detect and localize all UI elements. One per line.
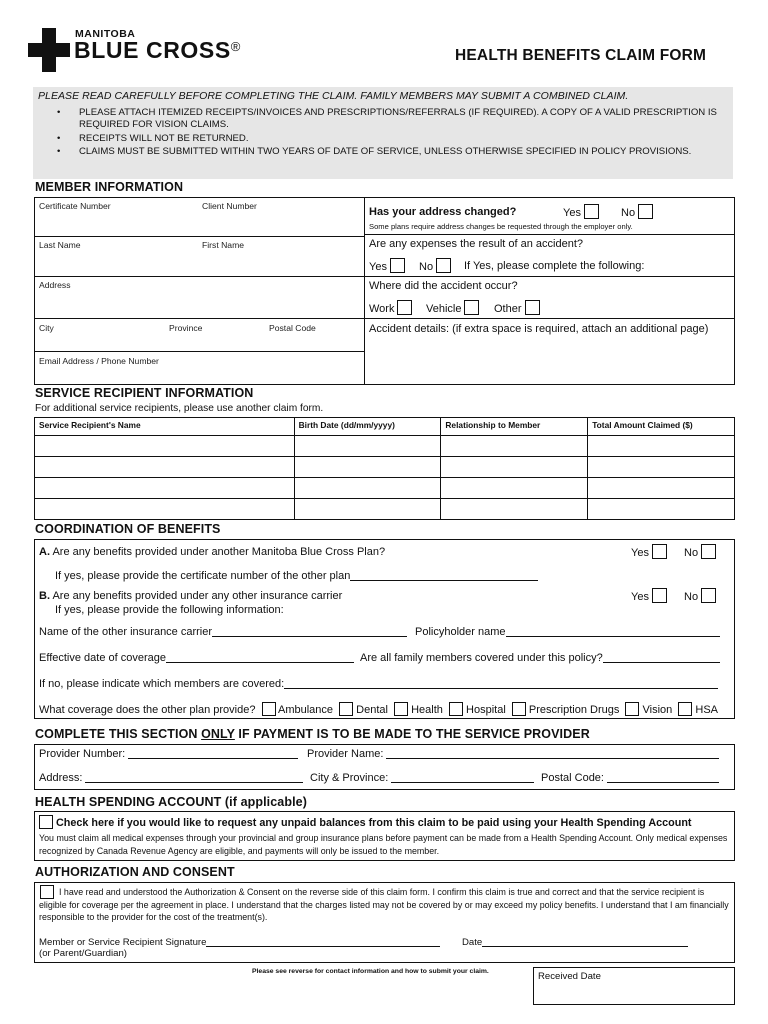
coverage-hospital-label: Hospital	[466, 704, 506, 716]
accident-question: Are any expenses the result of an accident?	[369, 238, 584, 250]
cob-a-followup[interactable]: If yes, please provide the certificate number of the other plan	[55, 569, 538, 582]
cob-b-no-checkbox[interactable]	[701, 588, 716, 603]
coverage-hsa-label: HSA	[695, 704, 719, 716]
address-changed-yes-checkbox[interactable]	[584, 204, 599, 219]
coverage-prescription-checkbox[interactable]	[512, 702, 526, 716]
accident-yes[interactable]: Yes	[369, 258, 405, 273]
certificate-number-field[interactable]: Certificate Number	[39, 201, 111, 211]
cob-b-yes[interactable]: Yes	[631, 588, 667, 603]
policyholder-name-field[interactable]: Policyholder name	[415, 625, 720, 638]
accident-work[interactable]: Work	[369, 300, 412, 315]
coverage-health-label: Health	[411, 704, 443, 716]
table-row[interactable]	[35, 499, 735, 520]
blue-cross-logo-icon	[28, 28, 70, 72]
coverage-prescription-label: Prescription Drugs	[528, 704, 620, 716]
notice-bullet: • RECEIPTS WILL NOT BE RETURNED.	[57, 132, 249, 144]
date-field[interactable]: Date	[462, 935, 688, 948]
address-changed-question: Has your address changed?	[369, 206, 517, 218]
recipient-section-title: SERVICE RECIPIENT INFORMATION	[35, 386, 254, 400]
coverage-dental-checkbox[interactable]	[339, 702, 353, 716]
hsa-checkbox[interactable]	[39, 815, 53, 829]
all-family-covered-field[interactable]: Are all family members covered under this policy?	[360, 651, 720, 664]
address-field[interactable]: Address	[39, 280, 71, 290]
members-covered-field[interactable]: If no, please indicate which members are covered:	[39, 677, 718, 690]
provider-name-field[interactable]: Provider Name:	[307, 747, 719, 760]
coverage-question: What coverage does the other plan provide? Ambulance Dental Health Hospital Prescription Drugs Vision HSA	[39, 704, 719, 716]
accident-other[interactable]: Other	[494, 300, 540, 315]
coverage-ambulance-label: Ambulance	[278, 704, 334, 716]
other-carrier-name-field[interactable]: Name of the other insurance carrier	[39, 625, 407, 638]
received-date-label: Received Date	[538, 971, 601, 982]
brand-main: BLUE CROSS®	[74, 37, 241, 63]
signature-field[interactable]: Member or Service Recipient Signature	[39, 935, 440, 948]
provider-city-province-field[interactable]: City & Province:	[310, 771, 534, 784]
cob-b-yes-checkbox[interactable]	[652, 588, 667, 603]
member-section-title: MEMBER INFORMATION	[35, 180, 184, 194]
address-changed-no[interactable]: No	[621, 204, 653, 219]
col-relationship: Relationship to Member	[441, 418, 588, 436]
coverage-vision-label: Vision	[642, 704, 673, 716]
postal-code-field[interactable]: Postal Code	[269, 323, 316, 333]
accident-details-field[interactable]: Accident details: (if extra space is required, attach an additional page)	[369, 323, 709, 335]
table-row[interactable]	[35, 457, 735, 478]
received-date-box	[533, 967, 735, 1005]
coverage-dental-label: Dental	[356, 704, 388, 716]
col-recipient-name: Service Recipient's Name	[35, 418, 295, 436]
col-birth-date: Birth Date (dd/mm/yyyy)	[294, 418, 441, 436]
hsa-check-row[interactable]: Check here if you would like to request any unpaid balances from this claim to be paid using your Health Spending Account	[39, 815, 692, 829]
accident-yes-checkbox[interactable]	[390, 258, 405, 273]
coverage-hospital-checkbox[interactable]	[449, 702, 463, 716]
brand-top: MANITOBA	[75, 28, 136, 40]
accident-work-checkbox[interactable]	[397, 300, 412, 315]
email-phone-field[interactable]: Email Address / Phone Number	[39, 356, 159, 366]
coverage-health-checkbox[interactable]	[394, 702, 408, 716]
coverage-hsa-checkbox[interactable]	[678, 702, 692, 716]
notice-bullets	[33, 107, 723, 160]
table-row[interactable]	[35, 436, 735, 457]
provider-postal-code-field[interactable]: Postal Code:	[541, 771, 719, 784]
coverage-ambulance-checkbox[interactable]	[262, 702, 276, 716]
address-changed-no-checkbox[interactable]	[638, 204, 653, 219]
accident-no[interactable]: No	[419, 258, 451, 273]
accident-other-checkbox[interactable]	[525, 300, 540, 315]
recipient-subtitle: For additional service recipients, please use another claim form.	[35, 403, 324, 414]
cob-question-b: B. Are any benefits provided under any other insurance carrier	[39, 590, 343, 602]
hsa-section-title: HEALTH SPENDING ACCOUNT (if applicable)	[35, 795, 307, 809]
table-header-row	[35, 418, 735, 436]
recipient-table	[34, 417, 735, 520]
logo	[28, 28, 318, 72]
effective-date-field[interactable]: Effective date of coverage	[39, 651, 354, 664]
provider-section-title: COMPLETE THIS SECTION ONLY IF PAYMENT IS TO BE MADE TO THE SERVICE PROVIDER	[35, 727, 590, 741]
address-changed-note: Some plans require address changes be requested through the employer only.	[369, 222, 633, 231]
first-name-field[interactable]: First Name	[202, 240, 245, 250]
cob-a-no[interactable]: No	[684, 544, 716, 559]
address-changed-yes[interactable]: Yes	[563, 204, 599, 219]
notice-box	[33, 87, 733, 179]
client-number-field[interactable]: Client Number	[202, 201, 257, 211]
notice-headline: PLEASE READ CAREFULLY BEFORE COMPLETING THE CLAIM. FAMILY MEMBERS MAY SUBMIT A COMBINED CLAIM.	[38, 90, 629, 102]
form-title: HEALTH BENEFITS CLAIM FORM	[455, 47, 707, 64]
provider-address-field[interactable]: Address:	[39, 771, 303, 784]
notice-bullet: • CLAIMS MUST BE SUBMITTED WITHIN TWO YEARS OF DATE OF SERVICE, UNLESS OTHERWISE SPECIFIED IN POLICY PROVISIONS.	[57, 146, 692, 158]
notice-bullet: • PLEASE ATTACH ITEMIZED RECEIPTS/INVOICES AND PRESCRIPTIONS/REFERRALS (IF REQUIRED). A COPY OF A VALID PRESCRIPTION IS REQUIRED FOR VISION CLAIMS.	[57, 107, 717, 130]
coverage-vision-checkbox[interactable]	[625, 702, 639, 716]
accident-no-checkbox[interactable]	[436, 258, 451, 273]
reverse-note: Please see reverse for contact information and how to submit your claim.	[252, 968, 489, 975]
hsa-note: You must claim all medical expenses through your provincial and group insurance plans before payment can be made from a Health Spending Account. Only medical expenses recognized by Canada Revenue Agency are eligible, and payments will only be issued to the member.	[39, 833, 728, 856]
cob-b-no[interactable]: No	[684, 588, 716, 603]
cob-a-yes-checkbox[interactable]	[652, 544, 667, 559]
accident-vehicle[interactable]: Vehicle	[426, 300, 479, 315]
city-field[interactable]: City	[39, 323, 54, 333]
accident-vehicle-checkbox[interactable]	[464, 300, 479, 315]
cob-b-followup: If yes, please provide the following information:	[55, 604, 284, 616]
auth-section-title: AUTHORIZATION AND CONSENT	[35, 865, 235, 879]
cob-section-title: COORDINATION OF BENEFITS	[35, 522, 221, 536]
province-field[interactable]: Province	[169, 323, 203, 333]
table-row[interactable]	[35, 478, 735, 499]
cob-question-a: A. Are any benefits provided under another Manitoba Blue Cross Plan?	[39, 546, 386, 558]
provider-number-field[interactable]: Provider Number:	[39, 747, 298, 760]
where-accident-question: Where did the accident occur?	[369, 280, 518, 292]
guardian-label: (or Parent/Guardian)	[39, 948, 127, 959]
cob-a-no-checkbox[interactable]	[701, 544, 716, 559]
if-yes-complete: If Yes, please complete the following:	[464, 260, 645, 272]
last-name-field[interactable]: Last Name	[39, 240, 81, 250]
col-total-amount: Total Amount Claimed ($)	[588, 418, 735, 436]
cob-a-yes[interactable]: Yes	[631, 544, 667, 559]
auth-consent-text: I have read and understood the Authorization & Consent on the reverse side of this claim form. I confirm this claim is true and correct and that the service recipient is eligible for coverage per the agreement in place. I understand that the charges listed may not be covered by or may exceed my policy benefits. I understand that I am financially responsible to the provider for the cost of the treatment(s).	[39, 887, 729, 922]
